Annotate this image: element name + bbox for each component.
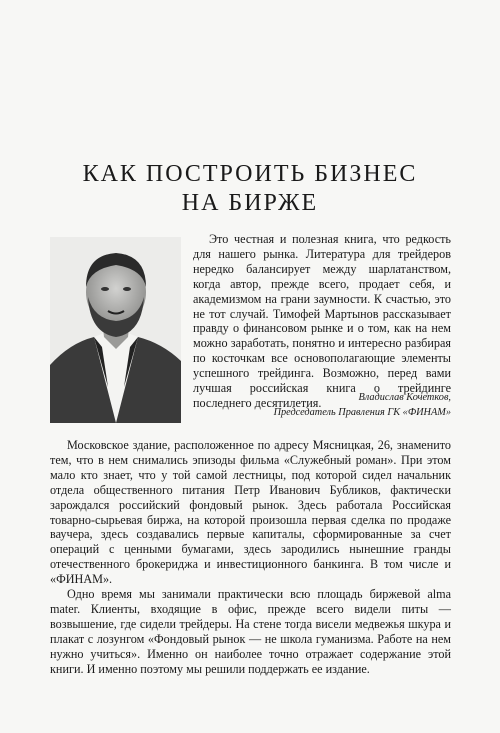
title-line-2: НА БИРЖЕ: [181, 190, 319, 216]
page-title: [0, 160, 500, 218]
body-text: [50, 438, 451, 677]
quote-author-position: Председатель Правления ГК «ФИНАМ»: [273, 407, 451, 418]
quote-author: Владислав Кочетков,: [358, 392, 451, 403]
author-photo: [50, 237, 181, 423]
quote-attribution: [274, 390, 451, 420]
title-line-1: КАК ПОСТРОИТЬ БИЗНЕС: [82, 161, 418, 187]
body-paragraph-1: Московское здание, расположенное по адресу Мясницкая, 26, знаменито тем, что в нем снимались эпизоды фильма «Служебный роман». При этом мало кто знает, что у той самой лестницы, под которой сидел начальник отдела общественного питания Петр Иванович Бубликов, фактически зарождался российский фондовый рынок. Здесь работала Российская товарно-сырьевая биржа, на которой произошла первая сделка по продаже ваучера, здесь создавались первые капиталы, сформированные за счет операций с ценными бумагами, здесь зародились нынешние гранды отечественного брокериджа и инвестиционного банкинга. В том числе и «ФИНАМ».: [50, 438, 451, 587]
body-paragraph-2: Одно время мы занимали практически всю площадь биржевой alma mater. Клиенты, входящие в офис, прежде всего видели питы — возвышение, где сидели трейдеры. На стене тогда висели медвежья шкура и плакат с лозунгом «Фондовый рынок — не школа гуманизма. Работе на нем нужно учиться». Именно он наиболее точно отражает содержание этой книги. И именно поэтому мы решили поддержать ее издание.: [50, 587, 451, 676]
endorsement-quote: Это честная и полезная книга, что редкость для нашего рынка. Литература для трейдеров нередко балансирует между шарлатанством, когда автор, прежде всего, продает себя, и академизмом на грани заумности. К счастью, это не тот случай. Тимофей Мартынов рассказывает правду о финансовом рынке и о том, как на нем можно заработать, понятно и интересно разбирая по косточкам все основополагающие элементы успешного трейдинга. Возможно, перед вами лучшая российская книга о трейдинге последнего десятилетия.: [193, 232, 451, 410]
